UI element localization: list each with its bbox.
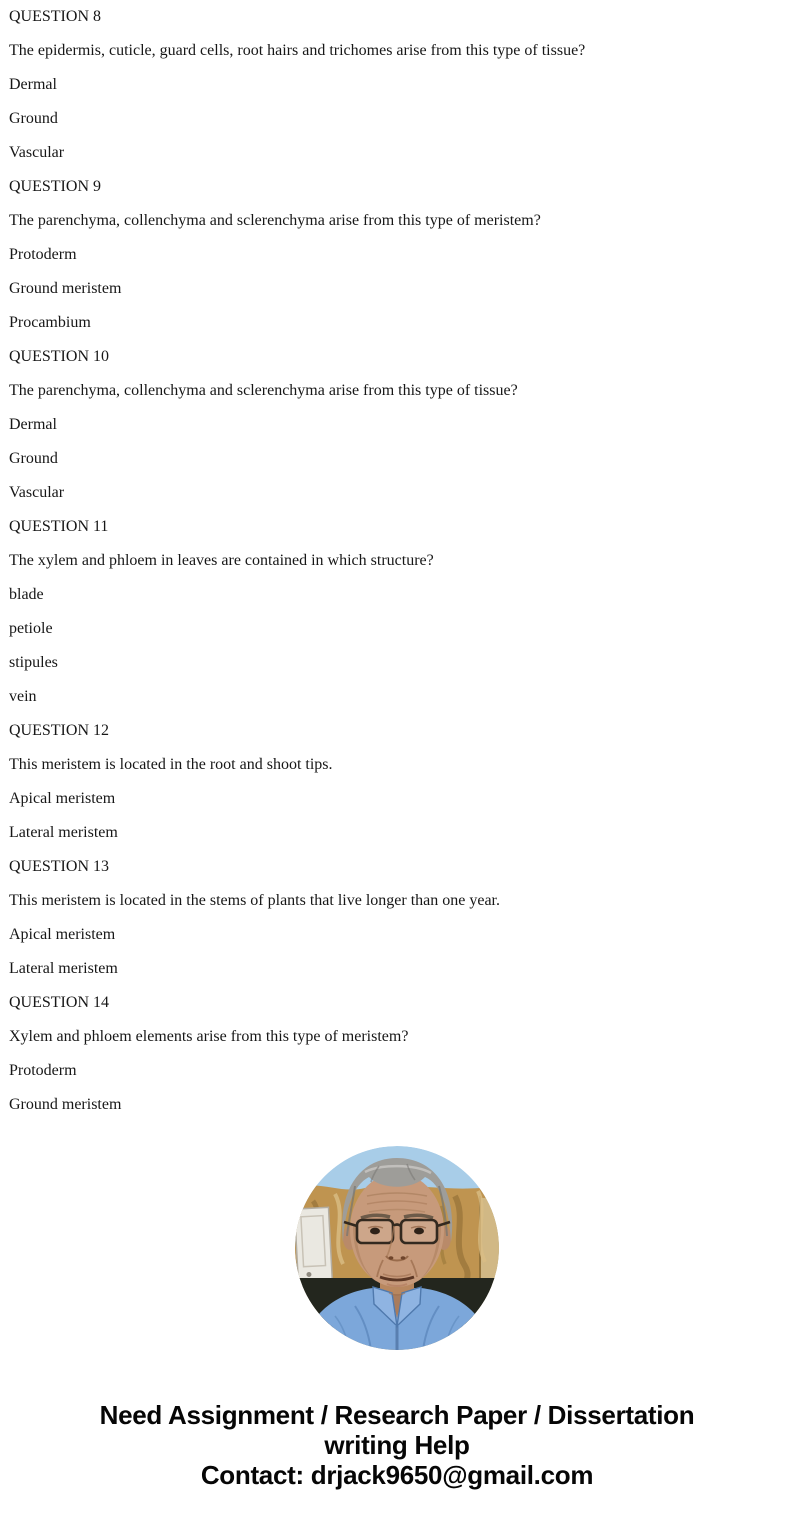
- question-text: This meristem is located in the root and shoot tips.: [9, 756, 333, 773]
- answer-option: blade: [9, 586, 44, 603]
- question-12-block: [9, 714, 794, 850]
- question-text: Xylem and phloem elements arise from this type of meristem?: [9, 1028, 409, 1045]
- answer-option: Ground: [9, 450, 58, 467]
- answer-option: Ground: [9, 110, 58, 127]
- footer-help-text-line2: writing Help: [324, 1430, 470, 1460]
- question-14-block: [9, 986, 794, 1122]
- answer-option: Procambium: [9, 314, 91, 331]
- answer-option: vein: [9, 688, 37, 705]
- question-text: The xylem and phloem in leaves are contained in which structure?: [9, 552, 434, 569]
- question-heading: QUESTION 12: [9, 722, 109, 739]
- footer-ad: [0, 1400, 794, 1490]
- question-text: The parenchyma, collenchyma and sclerenchyma arise from this type of tissue?: [9, 382, 518, 399]
- answer-option: petiole: [9, 620, 53, 637]
- answer-option: Vascular: [9, 144, 65, 161]
- question-heading: QUESTION 10: [9, 348, 109, 365]
- footer-contact-email: Contact: drjack9650@gmail.com: [200, 1460, 594, 1490]
- footer-help-text-line1: Need Assignment / Research Paper / Dissertation: [99, 1400, 695, 1430]
- question-10-block: [9, 340, 794, 510]
- answer-option: Protoderm: [9, 246, 77, 263]
- answer-option: stipules: [9, 654, 58, 671]
- answer-option: Ground meristem: [9, 1096, 122, 1113]
- question-9-block: [9, 170, 794, 340]
- question-13-block: [9, 850, 794, 986]
- answer-option: Lateral meristem: [9, 824, 118, 841]
- answer-option: Dermal: [9, 416, 57, 433]
- avatar-row: [0, 1146, 794, 1350]
- answer-option: Ground meristem: [9, 280, 122, 297]
- question-heading: QUESTION 13: [9, 858, 109, 875]
- answer-option: Protoderm: [9, 1062, 77, 1079]
- tutor-avatar: [295, 1146, 499, 1350]
- answer-option: Lateral meristem: [9, 960, 118, 977]
- question-heading: QUESTION 11: [9, 518, 109, 535]
- question-heading: QUESTION 9: [9, 178, 101, 195]
- answer-option: Apical meristem: [9, 790, 116, 807]
- question-text: The epidermis, cuticle, guard cells, root hairs and trichomes arise from this type of tissue?: [9, 42, 586, 59]
- question-text: This meristem is located in the stems of plants that live longer than one year.: [9, 892, 500, 909]
- tutor-photo: [295, 1146, 499, 1350]
- answer-option: Dermal: [9, 76, 57, 93]
- answer-option: Apical meristem: [9, 926, 116, 943]
- question-heading: QUESTION 14: [9, 994, 109, 1011]
- question-8-block: [9, 0, 794, 170]
- question-11-block: [9, 510, 794, 714]
- answer-option: Vascular: [9, 484, 65, 501]
- question-heading: QUESTION 8: [9, 8, 101, 25]
- question-text: The parenchyma, collenchyma and sclerenchyma arise from this type of meristem?: [9, 212, 541, 229]
